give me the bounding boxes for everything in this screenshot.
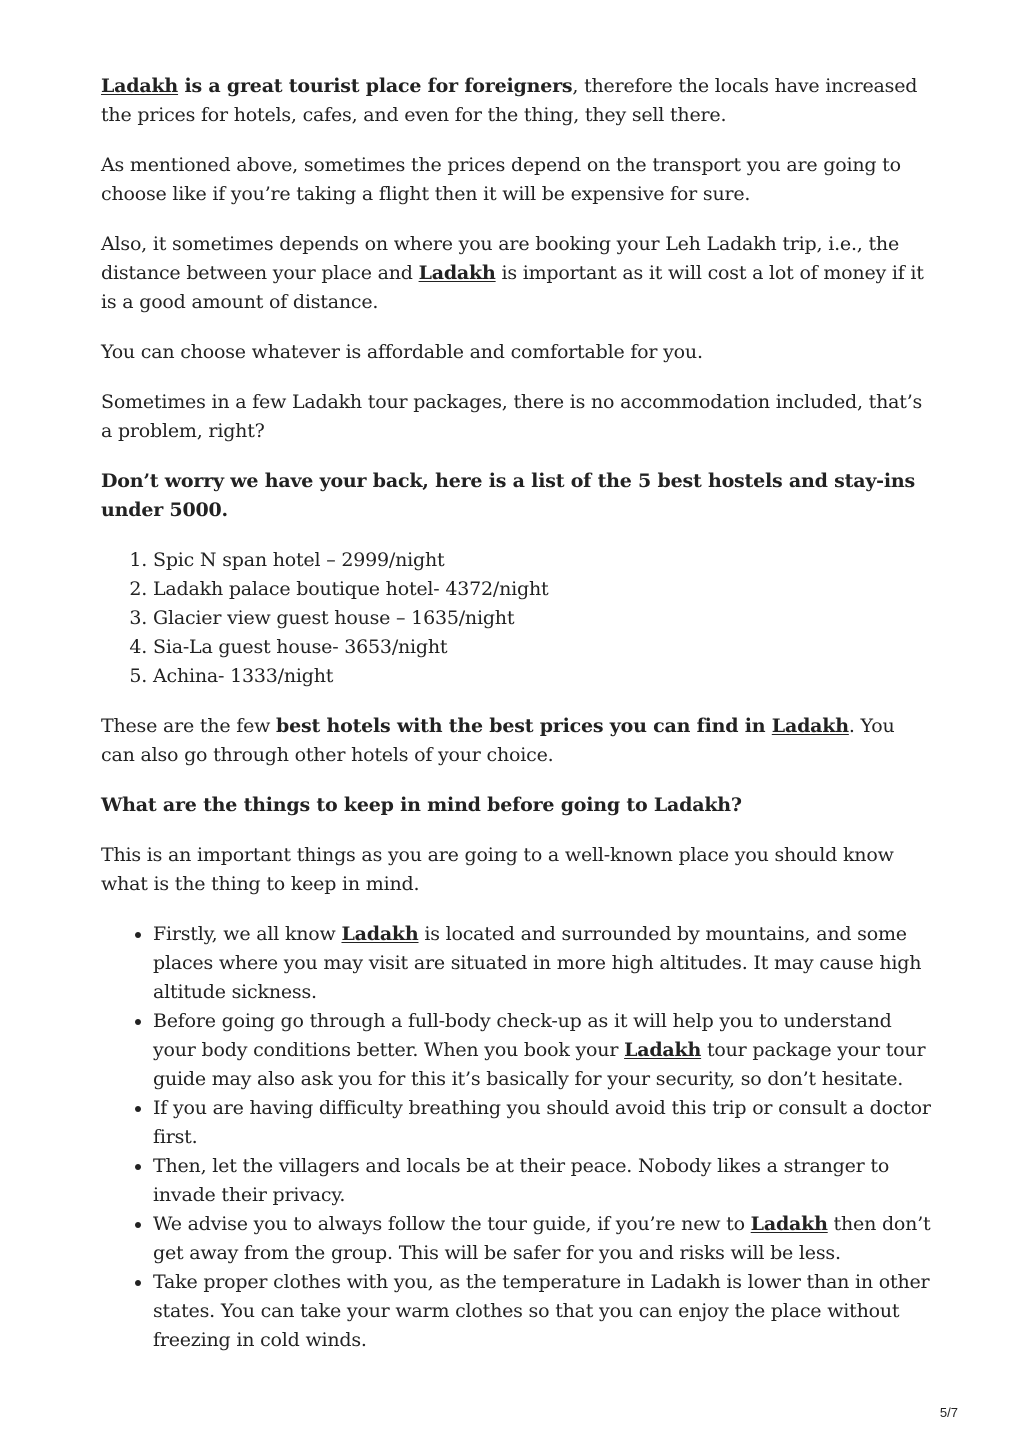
hotel-list	[101, 546, 931, 691]
section-heading	[101, 791, 931, 820]
tips-list-item	[153, 1007, 931, 1094]
tips-list-item	[153, 920, 931, 1007]
hotel-list-item: 1. Spic N span hotel – 2999/night	[153, 546, 931, 575]
paragraph-distance	[101, 230, 931, 317]
ladakh-link[interactable]: Ladakh	[418, 262, 496, 284]
tip-text: Before going go through a full-body check-up as it will help you to understand your body conditions better. When you book your	[153, 1010, 892, 1061]
paragraph-accommodation: Sometimes in a few Ladakh tour packages, there is no accommodation included, that’s a problem, right?	[101, 391, 923, 442]
paragraph-hostels-intro	[101, 467, 931, 525]
tip-text: then don’t get away from the group. This will be safer for you and risks will be less.	[153, 1213, 931, 1264]
ladakh-link[interactable]: Ladakh	[624, 1039, 702, 1061]
heading-text: What are the things to keep in mind before going to Ladakh?	[101, 794, 742, 816]
ladakh-link[interactable]: Ladakh	[101, 75, 179, 97]
tip-text: Firstly, we all know	[153, 923, 342, 945]
hotel-list-item: 5. Achina- 1333/night	[153, 662, 931, 691]
tips-list-item: • Take proper clothes with you, as the temperature in Ladakh is lower than in other states. You can take your warm clothes so that you can enjoy the place without freezing in cold winds.	[153, 1268, 931, 1355]
paragraph-foreigners	[101, 72, 931, 130]
paragraph-text: is important as it will cost a lot of money if it is a good amount of distance.	[101, 262, 924, 313]
paragraph-text: These are the few	[101, 715, 277, 737]
ladakh-link[interactable]: Ladakh	[750, 1213, 828, 1235]
bold-text: is a great tourist place for foreigners	[178, 75, 573, 97]
tip-text: tour package your tour guide may also ask you for this it’s basically for your security, so don’t hesitate.	[153, 1039, 926, 1090]
tips-list-item: • If you are having difficulty breathing you should avoid this trip or consult a doctor first.	[153, 1094, 931, 1152]
paragraph-important: This is an important things as you are going to a well-known place you should know what is the thing to keep in mind.	[101, 844, 894, 895]
tips-list-item: • Then, let the villagers and locals be at their peace. Nobody likes a stranger to invade their privacy.	[153, 1152, 931, 1210]
bold-text: best hotels with the best prices you can find in	[276, 715, 772, 737]
ladakh-link[interactable]: Ladakh	[771, 715, 849, 737]
paragraph-text: , therefore the locals have increased the prices for hotels, cafes, and even for the thing, they sell there.	[101, 75, 918, 126]
hotel-list-item: 2. Ladakh palace boutique hotel- 4372/night	[153, 575, 931, 604]
article-body	[101, 72, 931, 1355]
hotel-list-item: 4. Sia-La guest house- 3653/night	[153, 633, 931, 662]
page-number: 5/7	[939, 1405, 958, 1420]
paragraph-affordable: You can choose whatever is affordable and comfortable for you.	[101, 341, 703, 363]
tips-list	[101, 920, 931, 1355]
paragraph-best-hotels	[101, 712, 931, 770]
paragraph-text: . You can also go through other hotels of your choice.	[101, 715, 895, 766]
bold-text: Don’t worry we have your back, here is a list of the 5 best hostels and stay-ins under 5000.	[101, 470, 915, 521]
ladakh-link[interactable]: Ladakh	[341, 923, 419, 945]
tips-list-item	[153, 1210, 931, 1268]
paragraph-transport: As mentioned above, sometimes the prices depend on the transport you are going to choose like if you’re taking a flight then it will be expensive for sure.	[101, 154, 901, 205]
hotel-list-item: 3. Glacier view guest house – 1635/night	[153, 604, 931, 633]
tip-text: is located and surrounded by mountains, and some places where you may visit are situated in more high altitudes. It may cause high altitude sickness.	[153, 923, 922, 1003]
paragraph-text: Also, it sometimes depends on where you are booking your Leh Ladakh trip, i.e., the distance between your place and	[101, 233, 899, 284]
tip-text: We advise you to always follow the tour guide, if you’re new to	[153, 1213, 751, 1235]
